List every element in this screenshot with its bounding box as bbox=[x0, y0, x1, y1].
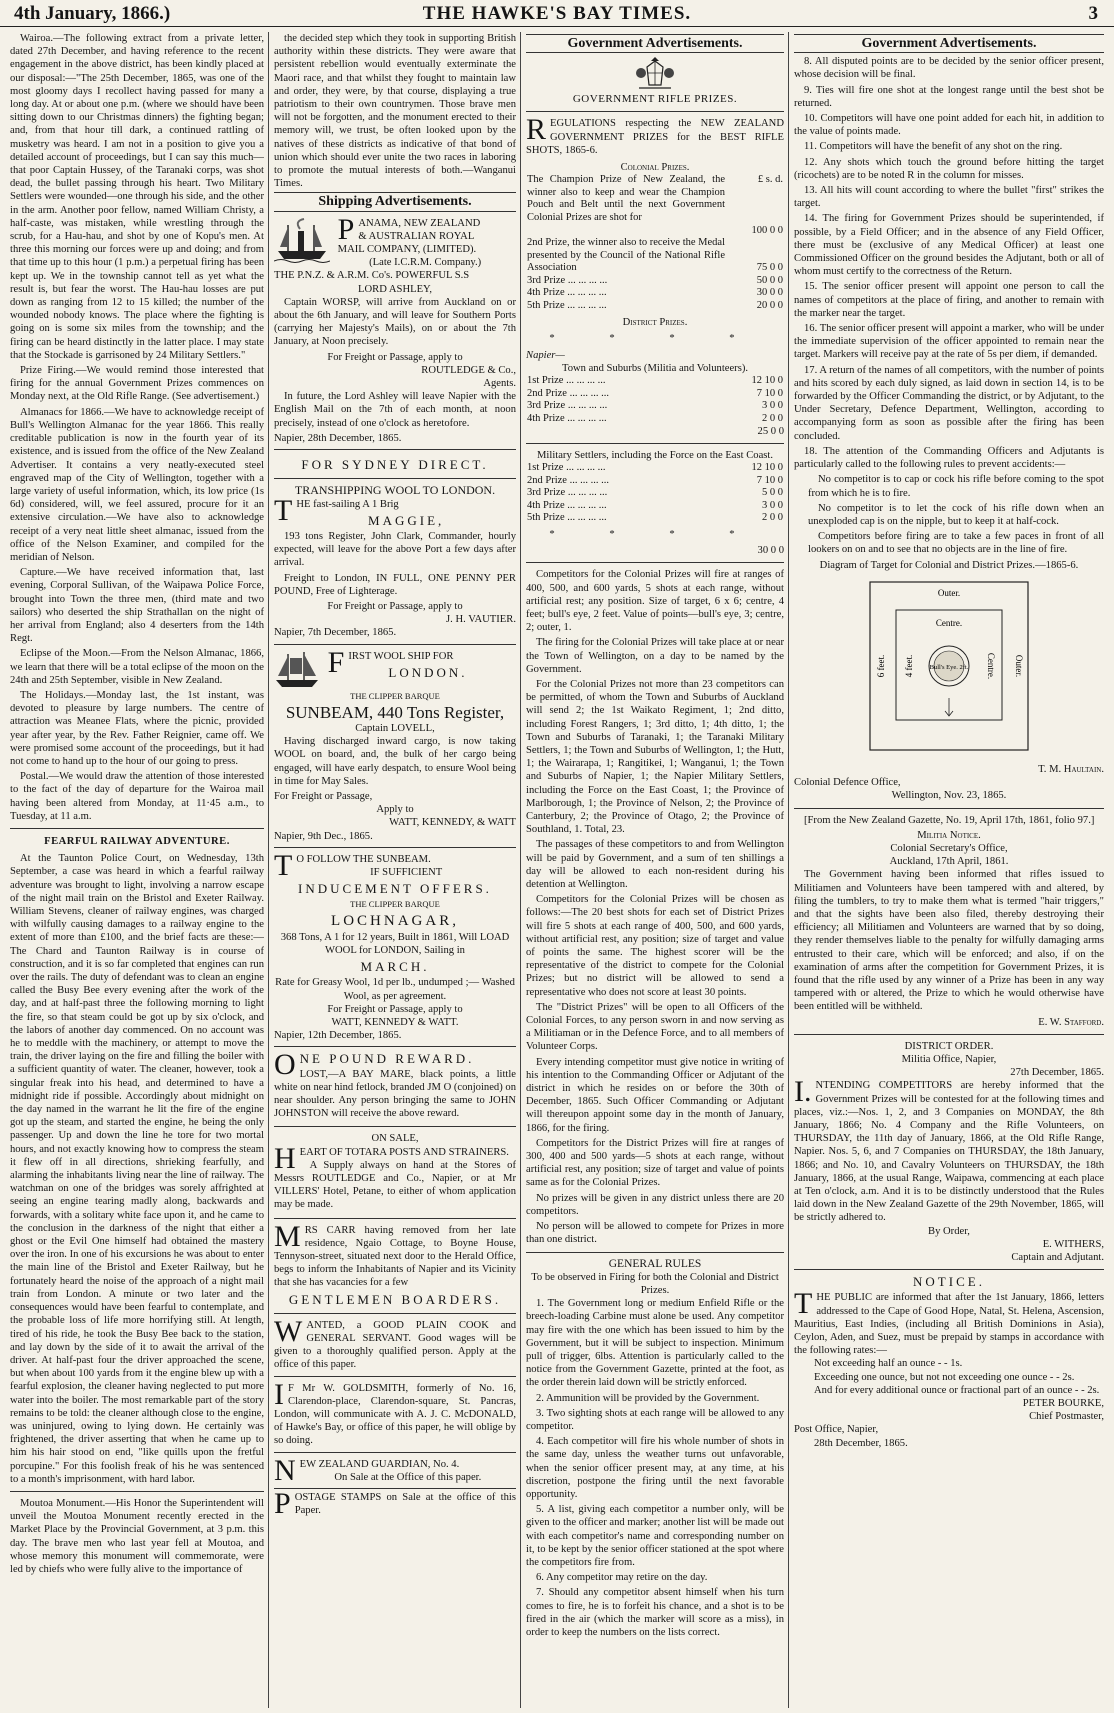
prize-row bbox=[526, 300, 784, 313]
signer-name: E. WITHERS, bbox=[1042, 1238, 1104, 1250]
prize-amount: 12 10 0 bbox=[751, 462, 783, 474]
ad-body: On Sale at the Office of this paper. bbox=[334, 1471, 482, 1483]
rule-item: 12. Any shots which touch the ground before hitting the target (ricochets) are to be noted R in the column for misses. bbox=[794, 156, 1104, 181]
office-name: Colonial Secretary's Office, bbox=[890, 842, 1008, 854]
ad-title: IF SUFFICIENT bbox=[370, 866, 443, 878]
issue-date: 4th January, 1866.) bbox=[14, 3, 171, 24]
prize-label: 5th Prize ... ... ... ... bbox=[527, 512, 607, 524]
prize-amount: 2 0 0 bbox=[762, 412, 783, 424]
ad-date: Napier, 28th December, 1865. bbox=[274, 432, 402, 444]
divider bbox=[526, 562, 784, 563]
office-name: Post Office, Napier, bbox=[794, 1424, 879, 1436]
ad-body: 368 Tons, A 1 for 12 years, Built in 1861, Will LOAD WOOL for LONDON, Sailing in bbox=[280, 931, 510, 956]
drop-cap: W bbox=[274, 1314, 303, 1348]
prize-row bbox=[526, 287, 784, 300]
prize-amount: 50 0 0 bbox=[756, 274, 783, 286]
prize-label: 5th Prize ... ... ... ... bbox=[527, 299, 607, 311]
section-heading-government: Government Advertisements. bbox=[526, 34, 784, 53]
order-by: By Order, bbox=[928, 1225, 970, 1237]
rule-item: 16. The senior officer present will appoint a marker, who will be under the immediate supervision of the officer appointed to remain near the target. Markers will receive pay at the rate of 5s per diem, if demanded. bbox=[794, 323, 1104, 361]
prize-label: 1st Prize ... ... ... ... bbox=[527, 462, 606, 474]
divider bbox=[10, 828, 264, 829]
rule-item: 1. The Government long or medium Enfield Rifle or the breech-loading Carbine must alone be used. Any competitor may fire with the one which has been issued to him by the Government, but it will be subject to inspection. Minimum pull of trigger, 6lbs. Attention is particularly called to the notice from the Government Gazette, printed at the foot, as the order therein laid down will be strictly enforced. bbox=[526, 1298, 784, 1389]
notice-body: HE PUBLIC are informed that after the 1st January, 1866, letters addressed to the Cape of Good Hope, Natal, St. Helena, Ascension, Mauritius, East Indies, (including all British Dominions in Asia), Ceylon, Aden, and Suez, must be prepaid by stamps in accordance with the following rates:— bbox=[794, 1292, 1104, 1357]
stars-divider: * * * * bbox=[549, 528, 761, 540]
prize-row bbox=[526, 400, 784, 413]
ad-maggie bbox=[274, 481, 516, 644]
target-label-centre-side: Centre. bbox=[986, 652, 996, 679]
notice-intro: EGULATIONS respecting the NEW ZEALAND GOVERNMENT PRIZES for the BEST RIFLE SHOTS, 1865-6. bbox=[526, 118, 784, 156]
divider bbox=[794, 1034, 1104, 1035]
regulation-paragraph: Every intending competitor must give notice in writing of his intention to the Commanding Officer or Adjutant of the district in which he resides on or before the 30th of December, 1865. Such Officer Commanding or Adjutant will thereupon appoint some day in the month of January, 1866, for the firing. bbox=[526, 1056, 784, 1134]
ad-apply: For Freight or Passage, bbox=[274, 790, 373, 802]
ad-subtitle: HE fast-sailing A 1 Brig bbox=[296, 498, 399, 510]
ad-title: EW ZEALAND GUARDIAN, No. 4. bbox=[299, 1458, 460, 1470]
postage-rate: And for every additional ounce or fractional part of an ounce - - 2s. bbox=[814, 1384, 1100, 1396]
column-rule bbox=[520, 32, 521, 1708]
ad-subtitle: (Late I.C.R.M. Company.) bbox=[369, 257, 482, 269]
column-rule bbox=[268, 32, 269, 1708]
drop-cap: T bbox=[274, 493, 293, 527]
ad-body: OSTAGE STAMPS on Sale at the office of this Paper. bbox=[294, 1492, 516, 1517]
rule-item: 8. All disputed points are to be decided by the senior officer present, whose decision will be final. bbox=[794, 56, 1104, 81]
prize-label: 2nd Prize ... ... ... ... bbox=[527, 474, 609, 486]
target-label-four-feet: 4 feet. bbox=[904, 654, 914, 677]
drop-cap: P bbox=[337, 212, 355, 246]
ad-title: EART OF TOTARA POSTS AND STRAINERS. bbox=[299, 1146, 509, 1158]
rule-item: 13. All hits will count according to where the bullet "first" strikes the target. bbox=[794, 185, 1104, 210]
ad-apply: For Freight or Passage, apply to bbox=[327, 351, 463, 363]
prize-group-heading: Military Settlers, including the Force on the East Coast. bbox=[537, 450, 773, 462]
ad-freight: Freight to London, IN FULL, ONE PENNY PER POUND, Free of Lighterage. bbox=[274, 572, 516, 597]
rule-item: 9. Ties will fire one shot at the longest range until the best shot be returned. bbox=[794, 84, 1104, 109]
newspaper-title: THE HAWKE'S BAY TIMES. bbox=[422, 3, 692, 24]
ad-date: Napier, 9th Dec., 1865. bbox=[274, 830, 373, 842]
ad-totara bbox=[274, 1129, 516, 1218]
divider bbox=[526, 1252, 784, 1253]
ad-lochnagar bbox=[274, 850, 516, 1048]
prize-amount: 12 10 0 bbox=[751, 375, 783, 387]
divider bbox=[526, 111, 784, 112]
drop-cap: H bbox=[274, 1141, 296, 1175]
prize-row bbox=[526, 275, 784, 288]
prize-amount: 3 0 0 bbox=[762, 499, 783, 511]
news-eclipse: Eclipse of the Moon.—From the Nelson Almanac, 1866, we learn that there will be a total eclipse of the moon on the 24th and 25th September, visible in New Zealand. bbox=[10, 648, 264, 686]
ship-name: LOCHNAGAR, bbox=[331, 912, 459, 929]
ad-stamps bbox=[274, 1487, 516, 1521]
ad-date: Napier, 7th December, 1865. bbox=[274, 627, 397, 639]
ad-body: Having discharged inward cargo, is now taking WOOL on board, and, the bulk of her cargo being engaged, will have early despatch, to ensure Wool being in time for May Sales. bbox=[274, 736, 516, 787]
prize-label: 1st Prize ... ... ... ... bbox=[527, 375, 606, 387]
target-label-six-feet: 6 feet. bbox=[876, 654, 886, 677]
ad-body: A Supply always on hand at the Stores of Messrs ROUTLEDGE and Co., Napier, or at Mr VILLERS' Hotel, Petane, to either of whom application may be made. bbox=[274, 1159, 516, 1211]
sailing-ship-icon bbox=[274, 650, 320, 690]
news-almanacs: Almanacs for 1866.—We have to acknowledge receipt of Bull's Wellington Almanac for the year 1866. This really creditable publication is now in the fourth year of its existence, and is issued from the office of the New Zealand Advertiser. It contains a very neatly-executed steel engraved map of the City of Wellington, together with a large variety of useful information, which, its low price (1s 6d) considered, will, we feel assured, procure for it an extensive circulation.—We have also to acknowledge receipt of a very neat little sheet almanac, issued from the office of the Nelson Examiner, and compiled for the meridian of Nelson. bbox=[10, 406, 264, 563]
ad-mrs-carr bbox=[274, 1221, 516, 1314]
ship-name: MAGGIE, bbox=[368, 512, 445, 528]
rule-item: 18. The attention of the Commanding Officers and Adjutants is particularly called to the following rules to prevent accidents:— bbox=[794, 445, 1104, 471]
rule-item: 15. The senior officer present will appoint one person to call the names of competitors at the place of firing, and another to remain with the marker near the target. bbox=[794, 281, 1104, 319]
prize-label: 2nd Prize ... ... ... ... bbox=[527, 387, 609, 399]
prize-label: 4th Prize ... ... ... ... bbox=[527, 499, 607, 511]
target-diagram-svg bbox=[794, 578, 1104, 756]
target-label-centre: Centre. bbox=[935, 617, 963, 628]
article-heading: FEARFUL RAILWAY ADVENTURE. bbox=[44, 835, 230, 847]
prize-row bbox=[526, 500, 784, 513]
prize-amount: 30 0 0 bbox=[756, 287, 783, 299]
prize-amount: 20 0 0 bbox=[756, 299, 783, 311]
column-4 bbox=[794, 32, 1104, 1708]
diagram-title: Diagram of Target for Colonial and District Prizes.—1865-6. bbox=[819, 559, 1079, 571]
ad-note: In future, the Lord Ashley will leave Napier with the English Mail on the 7th of each month, at noon precisely, instead of one o'clock as heretofore. bbox=[274, 391, 516, 429]
rules-heading: GENERAL RULES bbox=[608, 1257, 702, 1270]
column-1 bbox=[10, 32, 264, 1708]
prize-row bbox=[526, 475, 784, 488]
prize-row bbox=[526, 413, 784, 426]
regulation-paragraph: No person will be allowed to compete for Prizes in more than one district. bbox=[526, 1221, 784, 1246]
section-heading-shipping: Shipping Advertisements. bbox=[274, 192, 516, 211]
prize-label: 3rd Prize ... ... ... ... bbox=[527, 274, 608, 286]
news-wairoa: Wairoa.—The following extract from a private letter, dated 27th December, and having reference to the recent engagement in the above district, has been kindly placed at our disposal:—"The 25th December, 1865, was one of the most gloomy days I recollect having passed for many a long day. At or about one p.m. (where we should have been sitting down to our Christmas dinners) the fighting began; and, from that hour till dark, a continued rattling of musketry was heard. I am not in a position to give you a detailed account of proceedings, but I can say this much—that poor Captain Hussey, of the Taranaki corps, was shot dead, the bullet passing through his heart. Two Military Settlers were wounded—one through his side, and the other in the arm. Another poor fellow, named William Christy, a half-caste, was mistaken, while wrestling through the scrub, for a Hau-hau, and shot by one of Kopu's men. At three this morning our forces were up and doing; and from that time up to this hour (1 p.m.) a perpetual firing has been kept up. We in the township cannot tell as yet what the result is, but fear the worst. The Hau-hau losses are put down as ranging from 12 to 15 killed; the number of the wounded nobody knows. The place where the fighting is going on is some six miles from the township; and the firing can be heard distinctly in the latter place. I may state that the Stockade is garrisoned by 24 Military Settlers." bbox=[10, 33, 264, 361]
steamship-icon bbox=[274, 217, 330, 263]
rule-item: 6. Any competitor may retire on the day. bbox=[536, 1572, 708, 1584]
rule-item: 2. Ammunition will be provided by the Government. bbox=[536, 1392, 760, 1404]
divider bbox=[794, 1269, 1104, 1270]
prize-row bbox=[526, 388, 784, 401]
ad-title: TRANSHIPPING WOOL TO LONDON. bbox=[294, 483, 496, 498]
regulation-paragraph: Competitors for the District Prizes will fire at ranges of 300, 400 and 500 yards—5 shots at each range, without artificial rest, any position; size of target and value of points same as for the Colonial Prizes. bbox=[526, 1137, 784, 1189]
ad-title: FOR SYDNEY DIRECT. bbox=[301, 457, 489, 473]
news-holidays: The Holidays.—Monday last, the 1st instant, was devoted to pleasure by large numbers. The centre of attraction was Meanee Flats, where the picnic, provided year after year, by the Rev. Father Reignier, came off. We were promised some account of the proceedings, but it had not come to hand up to the hour of our going to press. bbox=[10, 689, 264, 767]
postage-rate: Not exceeding half an ounce - - 1s. bbox=[814, 1358, 963, 1370]
district-name: Napier— bbox=[526, 349, 565, 361]
currency-header: £ s. d. bbox=[757, 174, 783, 186]
masthead bbox=[0, 0, 1114, 27]
ad-agent: WATT, KENNEDY, & WATT bbox=[389, 817, 516, 829]
prize-amount bbox=[726, 174, 784, 237]
ad-body: F Mr W. GOLDSMITH, formerly of No. 16, Clarendon-place, Clarendon-square, St. Pancras, London, will communicate with A. J. C. McDONALD, of Hawke's Bay, or office of this paper, he will oblige by so doing. bbox=[274, 1382, 516, 1447]
ad-title: INDUCEMENT OFFERS. bbox=[298, 881, 492, 897]
drop-cap: P bbox=[274, 1487, 291, 1521]
office-name: Militia Office, Napier, bbox=[901, 1053, 997, 1065]
prize-total: 30 0 0 bbox=[757, 545, 784, 557]
ad-title: MAIL COMPANY, (LIMITED). bbox=[337, 244, 477, 256]
prize-label: 4th Prize ... ... ... ... bbox=[527, 412, 607, 424]
ad-subtitle: THE CLIPPER BARQUE bbox=[350, 690, 440, 701]
ad-body: LOST,—A BAY MARE, black points, a little white on near hind fetlock, branded JM O (conjoined) on near shoulder. Any person bringing the same to JOHN JOHNSTON will receive the above reward. bbox=[274, 1068, 516, 1120]
prize-amount: 2 0 0 bbox=[762, 512, 783, 524]
regulation-paragraph: The "District Prizes" will be open to all Officers of the Colonial Forces, to any person sworn in and now serving as a Militiaman or in the Defence Force, and to all members of Volunteer Corps. bbox=[526, 1001, 784, 1053]
rule-item: 10. Competitors will have one point added for each hit, in addition to the value of points made. bbox=[794, 113, 1104, 138]
divider bbox=[10, 1491, 264, 1492]
drop-cap: F bbox=[327, 645, 345, 679]
order-heading: DISTRICT ORDER. bbox=[904, 1040, 994, 1052]
prize-amount: 7 10 0 bbox=[756, 474, 783, 486]
news-moutoa-cont: the decided step which they took in supporting British authority within these districts. They were aware that persistent rebellion would eventually exterminate the Maori race, and that whilst they fought to maintain law and order, they were, by that course, displaying a true patriotism to their own countrymen. Those brave men will not be forgotten, and the monument erected to their memory will, we trust, be often looked upon by the natives of these districts as indicative of that bond of union which should ever unite the two races in laboring to promote the mutual interests of both.—Wanganui Times. bbox=[274, 33, 516, 190]
ship-name: LORD ASHLEY, bbox=[358, 283, 432, 295]
ad-title: ANAMA, NEW ZEALAND bbox=[358, 217, 481, 229]
ad-body: Captain WORSP, will arrive from Auckland on or about the 6th January, and will leave for Southern Ports (carrying her Majesty's Mails), on or about the 7th January, at Noon precisely. bbox=[274, 296, 516, 348]
prizes-heading: District Prizes. bbox=[622, 317, 688, 329]
ship-name: SUNBEAM, 440 Tons Register, bbox=[285, 702, 505, 722]
notice-heading: NOTICE. bbox=[913, 1274, 985, 1290]
ad-title: GENTLEMEN BOARDERS. bbox=[288, 1291, 502, 1307]
regulation-paragraph: No prizes will be given in any district unless there are 20 competitors. bbox=[526, 1192, 784, 1217]
ad-sunbeam bbox=[274, 647, 516, 848]
drop-cap: N bbox=[274, 1453, 296, 1487]
target-label-bulls: Bull's Eye. 2ft. bbox=[929, 663, 969, 671]
prize-amount: 75 0 0 bbox=[756, 262, 783, 274]
drop-cap: M bbox=[274, 1219, 301, 1253]
ad-month: MARCH. bbox=[360, 959, 430, 975]
drop-cap: O bbox=[274, 1048, 296, 1082]
prize-amount: 5 0 0 bbox=[762, 487, 783, 499]
ad-reward bbox=[274, 1049, 516, 1127]
prize-amount: 7 10 0 bbox=[756, 387, 783, 399]
order-body: NTENDING COMPETITORS are hereby informed that the Government Prizes will be contested for at the following times and places, viz.:—Nos. 1, 2, and 3 Companies on MONDAY, the 8th January, 1866; No. 4 Company and the Rifle Volunteers, on THURSDAY, the 11th day of January, 1866, at the Old Rifle Range, Napier. Nos. 5, 6, and 7 Companies on THURSDAY, the 18th January, 1866; and No. 10, and Cavalry Volunteers on THURSDAY, the 18th January, 1866, at the usual Range, Waipawa, commencing at each place at Ten o'clock, a.m. And it is to be distinctly understood that the Rules laid down in the New Zealand Gazette of the 29th November, 1865, will be strictly adhered to. bbox=[794, 1080, 1104, 1224]
rule-item: 11. Competitors will have the benefit of any shot on the ring. bbox=[804, 141, 1063, 153]
safety-rule: No competitor is to cap or cock his rifle before coming to the spot from which he is to fire. bbox=[808, 474, 1104, 499]
office-date: 28th December, 1865. bbox=[814, 1437, 908, 1449]
colonial-rows bbox=[526, 275, 784, 313]
column-2 bbox=[274, 32, 516, 1708]
target-label-outer-side: Outer. bbox=[1014, 654, 1024, 677]
section-heading-government: Government Advertisements. bbox=[794, 34, 1104, 53]
prize-amount: 3 0 0 bbox=[762, 400, 783, 412]
ad-body: 193 tons Register, John Clark, Commander, hourly expected, will leave for the above Port a few days after arrival. bbox=[274, 530, 516, 569]
regulation-paragraph: The passages of these competitors to and from Wellington will be paid by Government, and a sum of ten shillings a day will be allowed to each non-resident during his detention at Wellington. bbox=[526, 839, 784, 891]
ad-body: ANTED, a GOOD PLAIN COOK and GENERAL SERVANT. Good wages will be given to a thoroughly qualified person. Apply at the office of this paper. bbox=[274, 1319, 516, 1371]
prize-label: The Champion Prize of New Zealand, the winner also to keep and wear the Champion Pouch and Belt until the next Government Colonial Prizes are shot for bbox=[527, 174, 725, 223]
drop-cap: I bbox=[274, 1377, 284, 1411]
prize-group-heading: Town and Suburbs (Militia and Volunteers). bbox=[561, 362, 748, 374]
ad-agent: J. H. VAUTIER. bbox=[446, 614, 516, 626]
notice-title: GOVERNMENT RIFLE PRIZES. bbox=[572, 93, 738, 106]
office-date: 27th December, 1865. bbox=[1010, 1067, 1104, 1079]
prize-total: 25 0 0 bbox=[757, 426, 784, 438]
rule-item: 5. A list, giving each competitor a number only, will be given to the officer and marker; another list will be made out with each competitor's name and corresponding number on it, to be kept by the senior officer stationed at the spot where the competitors fire from. bbox=[526, 1504, 784, 1568]
rule-item: 4. Each competitor will fire his whole number of shots in the same day, unless the weather turns out unfavorable, when the senior officer present may, at any time, at his discretion, postpone the firing until the next favorable opportunity. bbox=[526, 1436, 784, 1500]
ad-captain: Captain LOVELL, bbox=[355, 722, 435, 734]
news-capture: Capture.—We have received information that, last evening, Corporal Sullivan, of the Waipawa Police Force, brought into Town the three men, (third mate and two sailors) who deserted the ship Strathallan on the night of her arrival from England; also 4 deserters from the 14th Regt. bbox=[10, 567, 264, 645]
ad-panama-mail bbox=[274, 214, 516, 450]
gazette-reference: [From the New Zealand Gazette, No. 19, April 17th, 1861, folio 97.] bbox=[804, 814, 1095, 826]
prize-row bbox=[526, 487, 784, 500]
signer-rank: Chief Postmaster, bbox=[1029, 1411, 1104, 1423]
prizes-heading: Colonial Prizes. bbox=[620, 162, 690, 174]
ad-apply: For Freight or Passage, apply to bbox=[327, 1003, 463, 1015]
rule-item: 3. Two sighting shots at each range will be allowed to any competitor. bbox=[526, 1407, 784, 1432]
military-prize-table bbox=[526, 462, 784, 525]
town-prize-table bbox=[526, 375, 784, 425]
ad-rate: Rate for Greasy Wool, 1d per lb., undumped ;— Washed Wool, as per agreement. bbox=[275, 977, 515, 1002]
regulation-paragraph: Competitors for the Colonial Prizes will fire at ranges of 400, 500, and 600 yards, 5 shots at each range, without artificial rest; any position. Size of target, 6 x 6; centre, 4 feet; bull's eye, 2 feet. Value of points—bull's eye, 3; centre, 2; outer, 1. bbox=[526, 569, 784, 634]
rules-subheading: To be observed in Firing for both the Colonial and District Prizes. bbox=[531, 1271, 779, 1296]
prize-label: 2nd Prize, the winner also to receive the Medal presented by the Council of the National Rifle Association bbox=[527, 237, 725, 274]
drop-cap: R bbox=[526, 113, 547, 147]
rule-item: 7. Should any competitor absent himself when his turn comes to fire, he is to forfeit his chance, and a shot is to be fired in the air (which the marker will score as a miss), in order to keep the numbers on the lists correct. bbox=[526, 1587, 784, 1638]
ad-wanted-cook bbox=[274, 1316, 516, 1377]
drop-cap: I. bbox=[794, 1075, 812, 1109]
ad-apply: Apply to bbox=[376, 804, 414, 816]
ad-sydney bbox=[274, 452, 516, 479]
news-postal: Postal.—We would draw the attention of those interested to the fact of the day of departure for the Wairoa mail having been altered from Monday, at 11·45 a.m., to Tuesday, at 11 a.m. bbox=[10, 771, 264, 822]
notice-heading: Militia Notice. bbox=[917, 829, 981, 841]
signer-name: E. W. Stafford. bbox=[1038, 1016, 1104, 1028]
signer-name: PETER BOURKE, bbox=[1022, 1398, 1104, 1410]
office-date: Wellington, Nov. 23, 1865. bbox=[891, 790, 1007, 802]
ad-guardian bbox=[274, 1455, 516, 1489]
royal-crest-icon bbox=[633, 57, 677, 91]
ad-date: Napier, 12th December, 1865. bbox=[274, 1030, 402, 1042]
safety-rule: Competitors before firing are to take a few paces in front of all lookers on on and to see that no objects are in the line of fire. bbox=[808, 531, 1104, 556]
divider bbox=[794, 808, 1104, 809]
ad-title: LONDON. bbox=[388, 664, 468, 680]
colonial-prize-table bbox=[526, 174, 784, 275]
regulation-paragraph: Competitors for the Colonial Prizes will be chosen as follows:—The 20 best shots for each set of District Prizes will fire 5 shots at each range of 400, 500, and 600 yards, without artificial rest, any position; size of target and value of points the same. The highest scorer will be the representative of the district to compete for the Colonial Prizes; but no district will be allowed to send a representative who does not score at least 30 points. bbox=[526, 894, 784, 998]
divider bbox=[526, 443, 784, 444]
column-rule bbox=[788, 32, 789, 1708]
safety-rule: No competitor is to let the cock of his rifle down when an unexploded cap is on the nipple, but to keep it at half-cock. bbox=[808, 502, 1104, 527]
ad-agent: ROUTLEDGE & Co., bbox=[421, 364, 516, 376]
page-number: 3 bbox=[1088, 3, 1098, 24]
drop-cap: T bbox=[274, 848, 293, 882]
prize-amount: 100 0 0 bbox=[751, 224, 783, 236]
ad-subtitle: THE CLIPPER BARQUE bbox=[350, 899, 440, 910]
signer-name: T. M. Haultain. bbox=[1038, 763, 1104, 775]
ad-line: THE P.N.Z. & A.R.M. Co's. POWERFUL S.S bbox=[274, 270, 470, 282]
ad-goldsmith bbox=[274, 1379, 516, 1453]
ad-title: O FOLLOW THE SUNBEAM. bbox=[296, 853, 431, 865]
ad-agent-title: Agents. bbox=[483, 378, 516, 390]
prize-label: 3rd Prize ... ... ... ... bbox=[527, 400, 608, 412]
rule-item: 14. The firing for Government Prizes should be superintended, if possible, by a Field Officer; and in the absence of any Field Officer, there must be (exclusive of any Medical Officer) at least one Commissioned Officer on the ground besides the Adjutant, both or all of whom must certify to the correctness of the Return. bbox=[794, 213, 1104, 278]
target-diagram bbox=[794, 578, 1104, 760]
drop-cap: T bbox=[794, 1287, 813, 1321]
ad-title: ON SALE, bbox=[371, 1133, 419, 1145]
regulation-paragraph: The firing for the Colonial Prizes will take place at or near the Town of Wellington, on a day to be named by the Government. bbox=[526, 637, 784, 675]
prize-row bbox=[526, 375, 784, 388]
article-railway: At the Taunton Police Court, on Wednesday, 13th September, a case was heard in which a fearful railway adventure was brought to light, involving a narrow escape of the night mail train on the Bristol and Exeter Railway. William Stevens, cleaner of railway engines, was charged with wilfully causing damages to a railway engine to the extent of more than £100, and the brief facts are these:—The Chard and Taunton Railway is in course of construction, and it is so far completed that engines can run over the rails. The duty of defendant was to clean an engine called the Busy Bee every evening after the work of the day, and at half-past three the following morning to light the fire, so that steam could be got up by six o'clock, and the labors of another day commenced. On no account was he to meddle with the machinery, or attempt to move the train, the driver laying on the fire and filling the boiler with a sufficient quantity of water. The cleaner, however, took a singular freak into his head, and determined to have a midnight ride if possible. Accordingly about midnight on the day named in the warrant he lit the fire of the engine got up the steam, and started the engine, he being the only passenger. Up and down the line he tore for two mortal hours, and not exactly knowing how to compress the steam it flew off in all directions, shrieking fearfully, and alarming the inhabitants living near the line of railway. The watchman on one of the bridges was sorely affrighted at seeing an engine tearing madly along, backwards and forwards, with a solitary white face upon it, and he came to the conclusion in the darkness of the night that either a ghost or the Evil One himself had obtained the mastery over the iron. In one of his excursions he was about to enter the main line of the Bristol and Exeter Railway, but he fortunately heard the noise of the approach of a night mail train from London. A minute or two later and the consequences would have been fearful to contemplate, and the probable loss of life more horrifying still. At length, tired of his ride, he took the Busy Bee back to the station, and lay down by the side of it to await the arrival of the driver. At half-past four the driver approached the scene, but when about 100 yards from it the engine blew up with a fearful explosion, the cleaner having neglected to put more water into the boiler. The most remarkable part of the story remains to be told: the cleaner although close to the engine, was uninjured, owing to lying down. He certainly was frightened, the driver asserting that when he came up to him his hair stood on end, "like quills upon the fretful porcupine." For this foolish freak of his he was sentenced to a month's imprisonment, with hard labor. bbox=[10, 853, 264, 1485]
ad-title: & AUSTRALIAN ROYAL bbox=[358, 230, 475, 242]
office-name: Colonial Defence Office, bbox=[794, 777, 901, 789]
prize-row bbox=[526, 512, 784, 525]
office-date: Auckland, 17th April, 1861. bbox=[889, 856, 1009, 868]
ad-title: NE POUND REWARD. bbox=[299, 1051, 475, 1067]
target-label-outer: Outer. bbox=[937, 587, 961, 598]
prize-label: 3rd Prize ... ... ... ... bbox=[527, 487, 608, 499]
prize-label: 4th Prize ... ... ... ... bbox=[527, 287, 607, 299]
regulation-paragraph: For the Colonial Prizes not more than 23 competitors can be permitted, of whom the Town and Suburbs of Auckland will send 2; the 1st Waikato Regiment, 1; 2nd ditto, including Forest Rangers, 1; 3rd ditto, 1; 4th ditto, 1; the Town and Suburbs of Taranaki, 1; the Taranaki Military Settlers, 1; the Town and Suburbs of Wellington, 1; the Hutt, 1; the Wairarapa, 1; Rangitikei, 1; Wanganui, 1; the Town and Suburbs of Napier, 1; the Napier Military Settlers, including the Force on the East Coast, 1; the Province of Marlborough, 1; the Province of Nelson, 2; the Province of Canterbury, 2; the Province of Otago, 2; the Province of Southland, 1. Total, 23. bbox=[526, 678, 784, 836]
postage-rate: Exceeding one ounce, but not not exceeding one ounce - - 2s. bbox=[814, 1371, 1075, 1383]
ad-apply: For Freight or Passage, apply to bbox=[327, 600, 463, 612]
ad-body: RS CARR having removed from her late residence, Ngaio Cottage, to Boyne House, Tennyson-street, situated next door to the Herald Office, begs to inform the Inhabitants of Napier and its Vicinity that she has vacancies for a few bbox=[274, 1224, 516, 1289]
news-prize-firing: Prize Firing.—We would remind those interested that firing for the annual Government Prizes commences on Monday next, at the Old Rifle Range. (See advertisement.) bbox=[10, 365, 264, 403]
rule-item: 17. A return of the names of all competitors, with the number of points and hits scored by each duly signed, as laid down in section 14, is to be forwarded by the Officer Commanding the district, or by Adjutant, to the Under Secretary, Defence Department, Wellington, according to accompanying form as soon as possible after the firing has been concluded. bbox=[794, 364, 1104, 442]
prize-row bbox=[526, 462, 784, 475]
stars-divider: * * * * bbox=[549, 333, 761, 345]
ad-title: IRST WOOL SHIP FOR bbox=[348, 650, 454, 662]
ad-agent: WATT, KENNEDY & WATT. bbox=[331, 1017, 459, 1028]
signer-rank: Captain and Adjutant. bbox=[1011, 1252, 1104, 1264]
news-moutoa: Moutoa Monument.—His Honor the Superintendent will unveil the Moutoa Monument recently erected in the Market Place by the Provincial Government, at 3 p.m. this day. The brave men who last year fell at Moutoa, and whose memory this monument will commemorate, were led by chiefs who were fully alive to the importance of bbox=[10, 1497, 264, 1575]
column-3 bbox=[526, 32, 784, 1708]
notice-body: The Government having been informed that rifles issued to Militiamen and Volunteers have been tampered with and altered, by filing the tumblers, to try to make them what is termed "hair triggers," and that the sights have been also filed, thereby destroying their efficiency; all Militiamen and Volunteers are warned that by so doing, they render themselves liable to the penalty for wilfully damaging arms entrusted to their care, which will be enforced; and also, if on the examination of arms after the competition for Government Prizes, it is found that the rifle used by any winner of a Prize has been in any way tampered with or altered, the Prize to which he would otherwise have been entitled will be withheld. bbox=[794, 869, 1104, 1013]
